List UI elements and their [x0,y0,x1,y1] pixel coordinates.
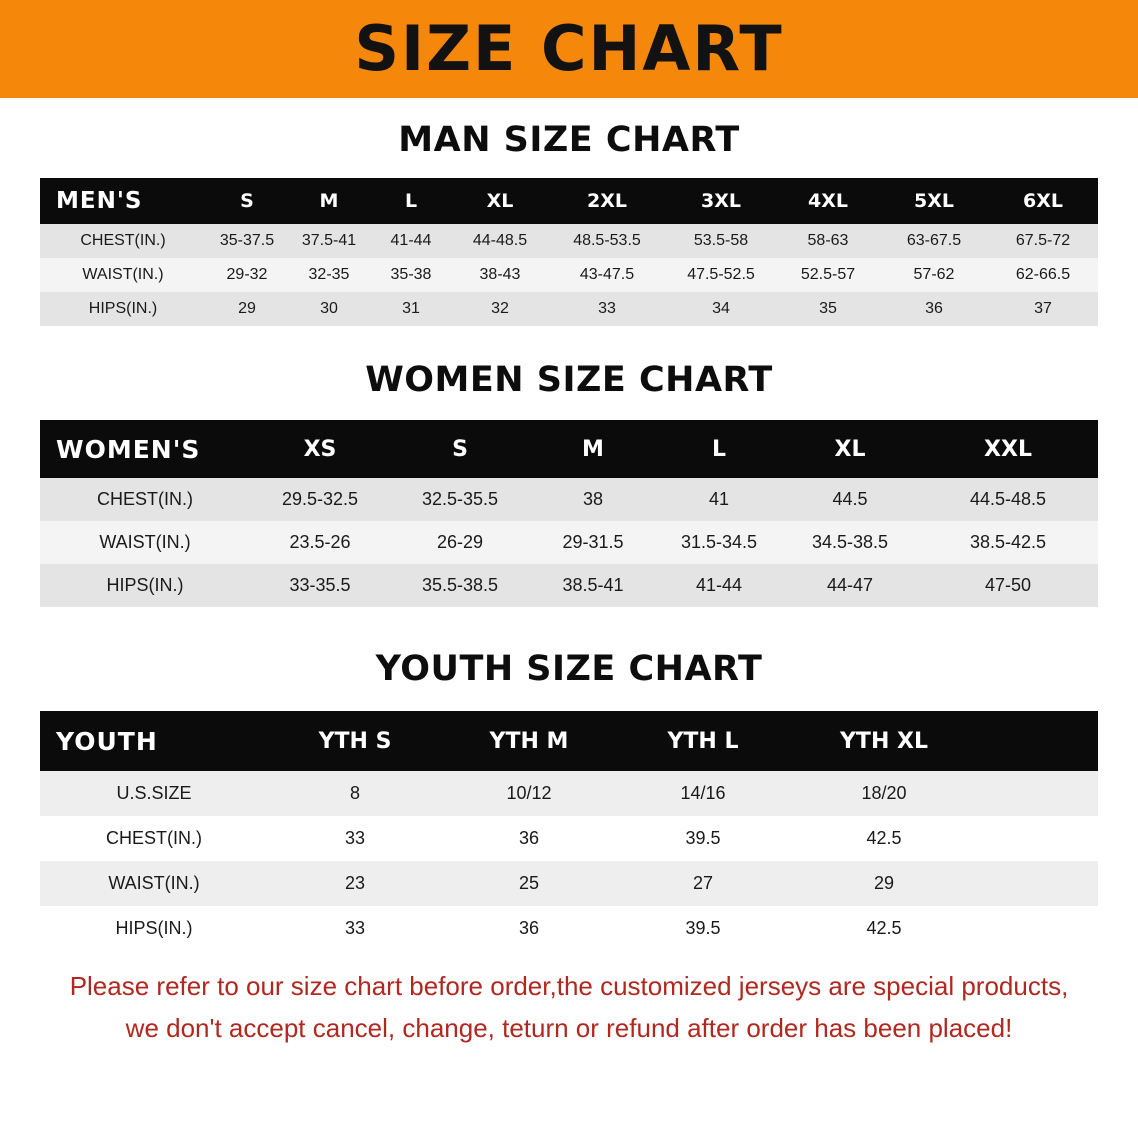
man-section-heading: MAN SIZE CHART [398,120,740,160]
youth-row-0-cell-0: 8 [349,783,360,803]
man-row-1-cell-6: 52.5-57 [800,266,856,283]
women-row-0-cell-2: 38 [582,489,604,509]
table-row [40,906,1098,951]
man-row-1-cell-5: 47.5-52.5 [687,266,755,283]
page-banner [0,0,1138,98]
disclaimer-note [38,965,1100,1049]
women-row-1-cell-3: 31.5-34.5 [680,532,758,552]
youth-row-2-label: WAIST(IN.) [108,873,200,893]
man-table-header-row [40,178,1098,224]
man-row-1-cell-8: 62-66.5 [1015,266,1071,283]
table-row [40,478,1098,521]
youth-table-header-row [40,711,1098,771]
man-row-2-cell-0: 29 [238,300,256,317]
man-row-0-cell-0: 35-37.5 [219,232,275,249]
youth-row-1-cell-2: 39.5 [685,828,721,848]
man-header-cell-6: 3XL [701,190,741,212]
man-row-0-cell-7: 63-67.5 [906,232,962,249]
man-header-cell-3: L [404,190,418,212]
youth-row-2-cell-0: 23 [344,873,366,893]
women-row-1-cell-2: 29-31.5 [562,532,624,552]
youth-size-table [40,711,1098,951]
women-row-1-label: WAIST(IN.) [99,532,191,552]
women-row-1-cell-5: 38.5-42.5 [969,532,1047,552]
youth-row-1-label: CHEST(IN.) [106,828,202,848]
man-size-table [40,178,1098,326]
disclaimer-line-2: we don't accept cancel, change, teturn or refund after order has been placed! [125,1013,1013,1044]
youth-row-3-label: HIPS(IN.) [115,918,193,938]
women-row-2-cell-0: 33-35.5 [289,575,351,595]
youth-row-1-cell-0: 33 [344,828,366,848]
youth-row-0-label: U.S.SIZE [116,783,192,803]
man-row-2-label: HIPS(IN.) [88,300,158,317]
man-row-2-cell-4: 33 [598,300,616,317]
women-row-0-cell-1: 32.5-35.5 [421,489,499,509]
man-row-1-cell-7: 57-62 [913,266,955,283]
man-row-1-cell-0: 29-32 [226,266,268,283]
youth-row-3-cell-3: 42.5 [866,918,902,938]
table-row [40,258,1098,292]
youth-row-2-cell-3: 29 [873,873,895,893]
man-row-2-cell-5: 34 [712,300,730,317]
youth-row-1-spacer [978,816,1098,861]
man-header-cell-0: MEN'S [56,188,143,214]
man-row-0-cell-5: 53.5-58 [693,232,749,249]
man-table-wrapper [40,178,1098,326]
man-header-cell-4: XL [486,190,514,212]
man-header-cell-9: 6XL [1023,190,1063,212]
youth-row-0-cell-3: 18/20 [861,783,907,803]
table-row [40,861,1098,906]
youth-row-0-cell-1: 10/12 [506,783,552,803]
youth-row-2-cell-1: 25 [518,873,540,893]
youth-header-cell-4: YTH XL [840,728,928,754]
women-row-2-cell-3: 41-44 [695,575,743,595]
women-row-2-cell-5: 47-50 [984,575,1032,595]
man-header-cell-5: 2XL [587,190,627,212]
table-row [40,816,1098,861]
women-row-2-cell-1: 35.5-38.5 [421,575,499,595]
youth-row-0-cell-2: 14/16 [680,783,726,803]
man-row-2-cell-3: 32 [491,300,509,317]
table-row [40,224,1098,258]
man-row-1-cell-1: 32-35 [308,266,350,283]
man-row-0-cell-2: 41-44 [390,232,432,249]
man-row-0-cell-1: 37.5-41 [301,232,357,249]
youth-section-heading: YOUTH SIZE CHART [375,649,763,689]
youth-row-1-cell-3: 42.5 [866,828,902,848]
youth-header-cell-1: YTH S [318,728,392,754]
man-row-1-cell-2: 35-38 [390,266,432,283]
man-row-0-cell-8: 67.5-72 [1015,232,1071,249]
man-row-1-cell-4: 43-47.5 [579,266,635,283]
women-header-cell-6: XXL [984,436,1032,462]
youth-row-3-cell-0: 33 [344,918,366,938]
man-row-2-cell-2: 31 [402,300,420,317]
youth-row-3-cell-1: 36 [518,918,540,938]
youth-header-cell-3: YTH L [667,728,739,754]
women-table-wrapper [40,420,1098,607]
women-row-1-cell-0: 23.5-26 [289,532,351,552]
women-row-2-cell-4: 44-47 [826,575,874,595]
table-row [40,521,1098,564]
man-row-0-cell-6: 58-63 [807,232,849,249]
youth-row-1-cell-1: 36 [518,828,540,848]
table-row [40,292,1098,326]
youth-header-cell-0: YOUTH [56,726,158,756]
women-row-0-cell-5: 44.5-48.5 [969,489,1047,509]
women-row-1-cell-4: 34.5-38.5 [811,532,889,552]
man-header-cell-1: S [240,190,254,212]
women-row-0-cell-0: 29.5-32.5 [281,489,359,509]
women-row-1-cell-1: 26-29 [436,532,484,552]
man-row-2-cell-8: 37 [1034,300,1052,317]
women-section-heading: WOMEN SIZE CHART [365,360,773,400]
man-row-2-cell-1: 30 [320,300,338,317]
man-header-cell-2: M [319,190,339,212]
youth-row-0-spacer [978,771,1098,816]
youth-row-2-cell-2: 27 [692,873,714,893]
man-row-2-cell-6: 35 [819,300,837,317]
women-header-cell-5: XL [834,436,866,462]
women-header-cell-3: M [582,436,604,462]
page-title: SIZE CHART [354,12,784,85]
women-row-0-cell-4: 44.5 [832,489,868,509]
table-row [40,771,1098,816]
man-row-2-cell-7: 36 [925,300,943,317]
man-row-1-label: WAIST(IN.) [82,266,164,283]
man-row-0-label: CHEST(IN.) [80,232,166,249]
women-header-cell-1: XS [303,436,337,462]
women-row-2-label: HIPS(IN.) [106,575,184,595]
women-size-table [40,420,1098,607]
man-row-1-cell-3: 38-43 [479,266,521,283]
women-row-0-cell-3: 41 [708,489,730,509]
youth-row-2-spacer [978,861,1098,906]
man-header-cell-8: 5XL [914,190,954,212]
youth-header-cell-2: YTH M [489,728,569,754]
youth-row-3-spacer [978,906,1098,951]
women-header-cell-4: L [711,436,727,462]
women-header-cell-0: WOMEN'S [56,434,201,464]
youth-row-3-cell-2: 39.5 [685,918,721,938]
women-table-header-row [40,420,1098,478]
youth-header-spacer [978,711,1098,771]
youth-table-wrapper [40,711,1098,951]
man-row-0-cell-3: 44-48.5 [472,232,528,249]
man-row-0-cell-4: 48.5-53.5 [573,232,641,249]
disclaimer-line-1: Please refer to our size chart before order,the customized jerseys are special products, [69,971,1069,1001]
women-row-2-cell-2: 38.5-41 [562,575,624,595]
man-header-cell-7: 4XL [808,190,848,212]
table-row [40,564,1098,607]
women-header-cell-2: S [452,436,468,462]
women-row-0-label: CHEST(IN.) [97,489,193,509]
